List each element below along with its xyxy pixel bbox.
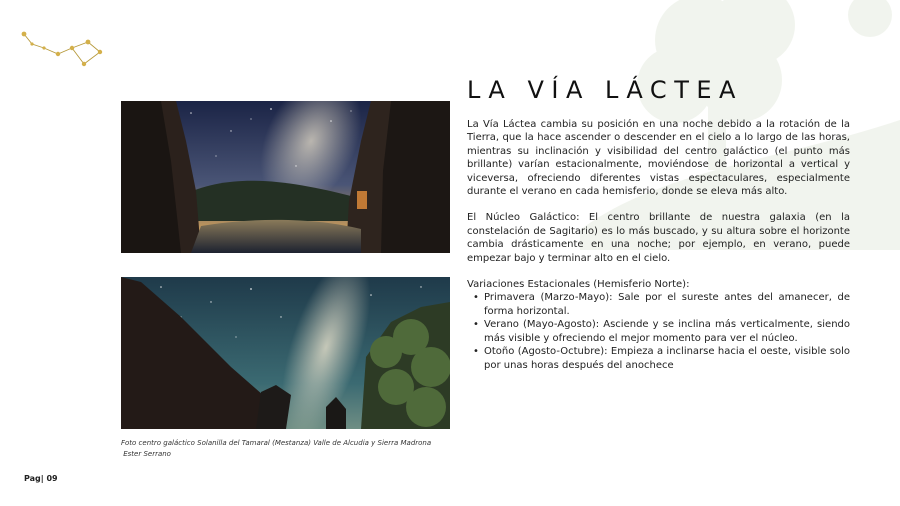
seasonal-variations <box>467 278 850 372</box>
seasonal-list <box>473 291 850 371</box>
list-item-autumn: • Otoño (Agosto-Octubre): Empieza a inclinarse hacia el oeste, visible solo por unas horas después del anochece <box>473 345 850 372</box>
list-item-spring: • Primavera (Marzo-Mayo): Sale por el sureste antes del amanecer, de forma horizontal. <box>473 291 850 318</box>
photo-caption <box>121 438 461 460</box>
article-content <box>467 76 850 372</box>
caption-line-1: Foto centro galáctico Solanilla del Tamaral (Mestanza) Valle de Alcudia y Sierra Madrona <box>121 439 432 447</box>
list-item-summer: • Verano (Mayo-Agosto): Asciende y se inclina más verticalmente, siendo más visible y ofreciendo el mejor momento para ver el núcleo. <box>473 318 850 345</box>
caption-line-2: Ester Serrano <box>121 450 171 458</box>
list-heading: Variaciones Estacionales (Hemisferio Norte): <box>467 279 690 291</box>
page-title: LA VÍA LÁCTEA <box>467 76 743 104</box>
big-dipper-constellation-icon <box>14 24 114 84</box>
milky-way-rocks-photo <box>121 277 450 429</box>
paragraph-intro: La Vía Láctea cambia su posición en una noche debido a la rotación de la Tierra, que la hace ascender o descender en el cielo a lo largo de las horas, mientras su inclinación y visibilidad del centro galáctico (el punto más brillante) varían estacionalmente, moviéndose de horizontal a vertical y viceversa, ofreciendo diferentes vistas espectaculares, especialmente durante el verano en cada hemisferio, donde se eleva más alto. <box>467 119 850 198</box>
paragraph-galactic-core: El Núcleo Galáctico: El centro brillante de nuestra galaxia (en la constelación de Sagitario) es lo más buscado, y su altura sobre el horizonte cambia drásticamente en una noche; por ejemplo, en verano, puede empezar bajo y terminar alto en el cielo. <box>467 212 850 264</box>
milky-way-canyon-photo <box>121 101 450 253</box>
page-number: Pag| 09 <box>24 474 58 483</box>
